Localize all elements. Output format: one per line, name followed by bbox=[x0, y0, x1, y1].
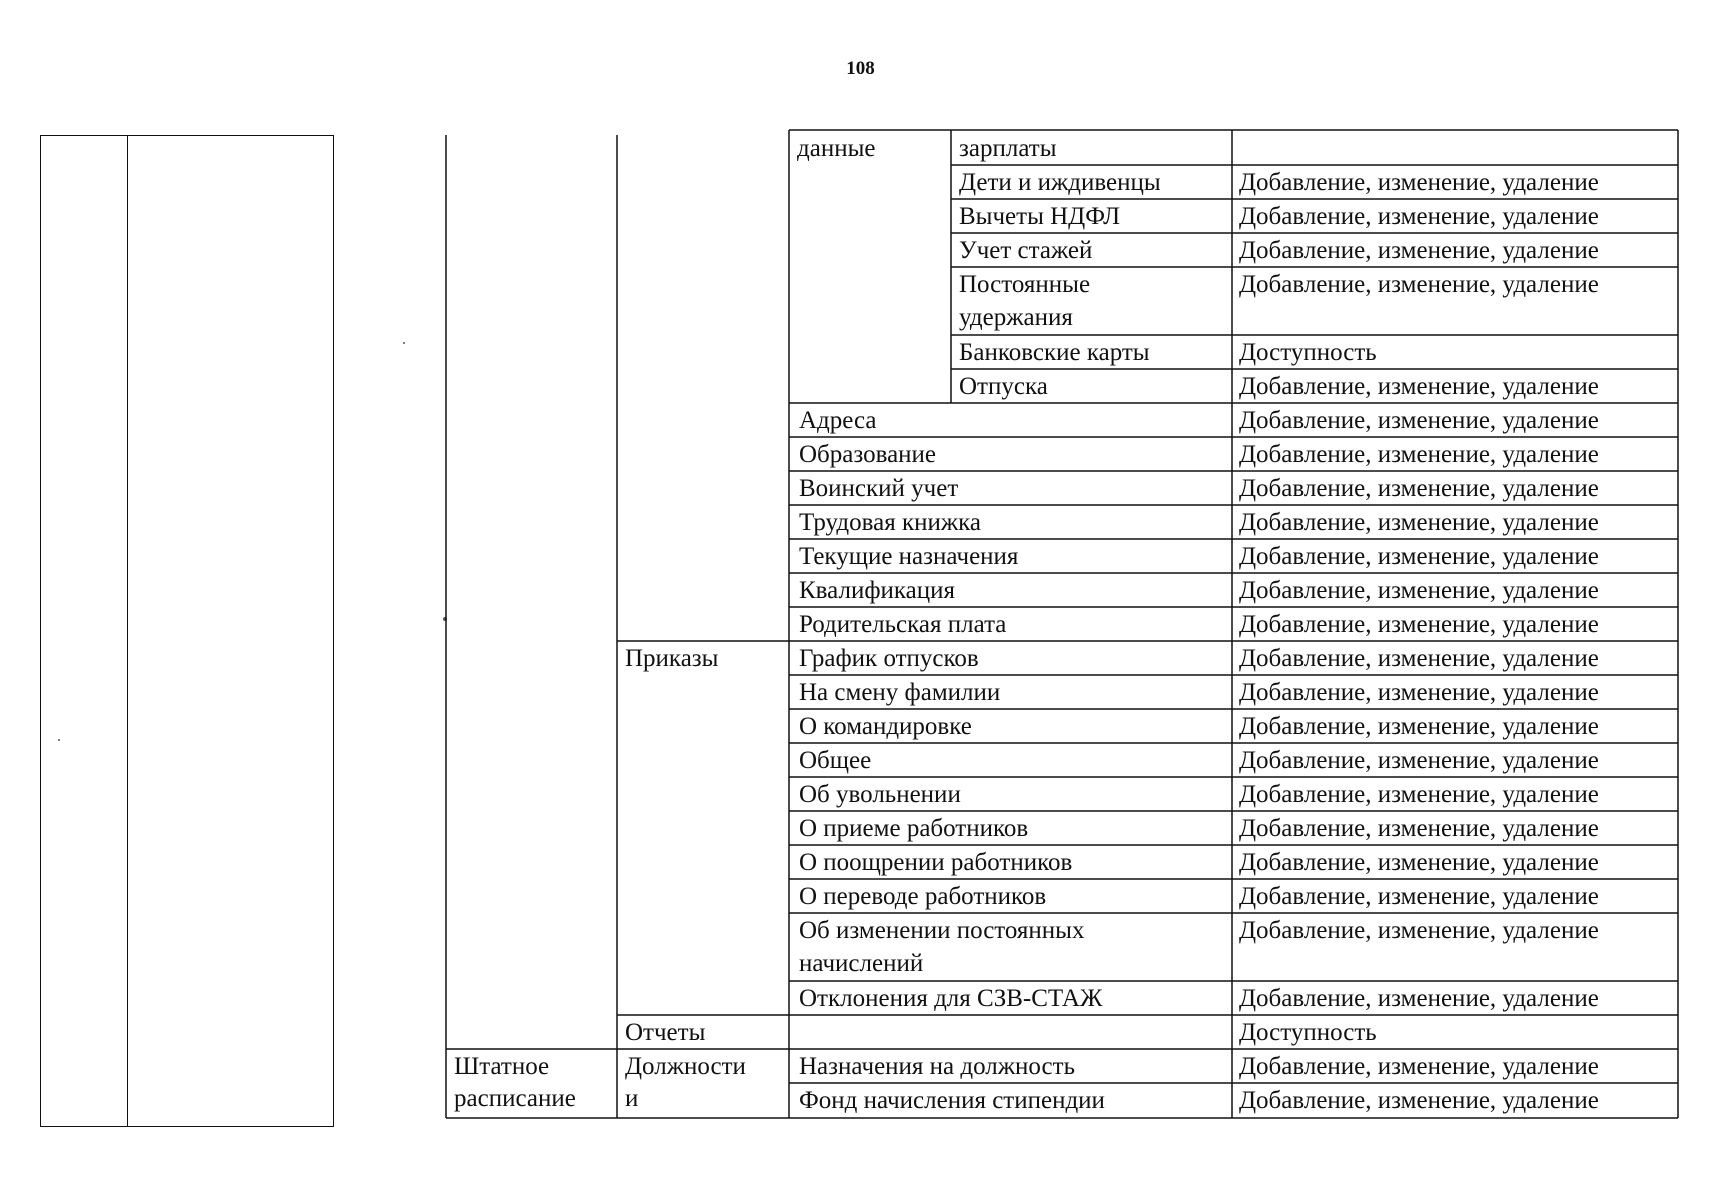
row-label: На смену фамилии bbox=[799, 679, 1001, 706]
row-label: Отклонения для СЗВ-СТАЖ bbox=[799, 985, 1103, 1012]
row-label: График отпусков bbox=[799, 645, 979, 672]
rights-value: Добавление, изменение, удаление bbox=[1239, 203, 1599, 230]
row-label: Текущие назначения bbox=[799, 543, 1019, 570]
row-label: Общее bbox=[799, 747, 872, 774]
rights-value: Добавление, изменение, удаление bbox=[1239, 169, 1599, 196]
rights-value: Добавление, изменение, удаление bbox=[1239, 985, 1599, 1012]
rights-value: Добавление, изменение, удаление bbox=[1239, 645, 1599, 672]
rights-value: Добавление, изменение, удаление bbox=[1239, 917, 1599, 944]
rights-value: Добавление, изменение, удаление bbox=[1239, 747, 1599, 774]
row-label: Об изменении постоянных bbox=[799, 917, 1085, 944]
rights-value: Добавление, изменение, удаление bbox=[1239, 407, 1599, 434]
row-label: О приеме работников bbox=[799, 815, 1029, 842]
row-label: Адреса bbox=[799, 407, 877, 434]
rights-value: Добавление, изменение, удаление bbox=[1239, 577, 1599, 604]
rights-value: Добавление, изменение, удаление bbox=[1239, 1087, 1599, 1114]
row-label: Вычеты НДФЛ bbox=[959, 203, 1121, 230]
rights-value: Добавление, изменение, удаление bbox=[1239, 441, 1599, 468]
rights-value: Добавление, изменение, удаление bbox=[1239, 237, 1599, 264]
row-label: Назначения на должность bbox=[799, 1053, 1075, 1080]
rights-value: Добавление, изменение, удаление bbox=[1239, 611, 1599, 638]
section-label-staffing: расписание bbox=[454, 1085, 576, 1112]
section-label-staffing: Штатное bbox=[454, 1053, 550, 1080]
section-label-positions: Должности bbox=[625, 1053, 746, 1080]
row-label: Банковские карты bbox=[959, 339, 1150, 366]
rights-value: Добавление, изменение, удаление bbox=[1239, 781, 1599, 808]
row-label: Родительская плата bbox=[799, 611, 1007, 638]
section-label-orders: Приказы bbox=[625, 645, 719, 672]
section-label-data: данные bbox=[797, 135, 876, 162]
row-label: Фонд начисления стипендии bbox=[799, 1087, 1105, 1114]
rights-value: Добавление, изменение, удаление bbox=[1239, 509, 1599, 536]
rights-value: Добавление, изменение, удаление bbox=[1239, 679, 1599, 706]
row-label: Постоянные bbox=[959, 271, 1091, 298]
rights-value: Доступность bbox=[1239, 1019, 1377, 1046]
rights-value: Добавление, изменение, удаление bbox=[1239, 373, 1599, 400]
row-label: удержания bbox=[959, 304, 1073, 331]
section-label-reports: Отчеты bbox=[625, 1019, 706, 1046]
row-label: Воинский учет bbox=[799, 475, 959, 502]
row-label: О переводе работников bbox=[799, 883, 1047, 910]
row-label: Трудовая книжка bbox=[799, 509, 981, 536]
row-label: Дети и иждивенцы bbox=[959, 169, 1161, 196]
row-label: начислений bbox=[799, 950, 924, 977]
row-label: Отпуска bbox=[959, 373, 1048, 400]
rights-value: Добавление, изменение, удаление bbox=[1239, 849, 1599, 876]
row-label: О командировке bbox=[799, 713, 972, 740]
rights-value: Добавление, изменение, удаление bbox=[1239, 815, 1599, 842]
row-label: Учет стажей bbox=[959, 237, 1093, 264]
row-label: Об увольнении bbox=[799, 781, 961, 808]
page-number: 108 bbox=[846, 58, 875, 79]
rights-value: Добавление, изменение, удаление bbox=[1239, 713, 1599, 740]
row-label: Квалификация bbox=[799, 577, 956, 604]
rights-value: Добавление, изменение, удаление bbox=[1239, 1053, 1599, 1080]
section-label-positions: и bbox=[625, 1085, 639, 1112]
rights-value: Добавление, изменение, удаление bbox=[1239, 883, 1599, 910]
row-label: О поощрении работников bbox=[799, 849, 1073, 876]
rights-value: Добавление, изменение, удаление bbox=[1239, 271, 1599, 298]
rights-value: Добавление, изменение, удаление bbox=[1239, 475, 1599, 502]
rights-value: Доступность bbox=[1239, 339, 1377, 366]
row-label: зарплаты bbox=[959, 135, 1057, 162]
rights-value: Добавление, изменение, удаление bbox=[1239, 543, 1599, 570]
row-label: Образование bbox=[799, 441, 937, 468]
